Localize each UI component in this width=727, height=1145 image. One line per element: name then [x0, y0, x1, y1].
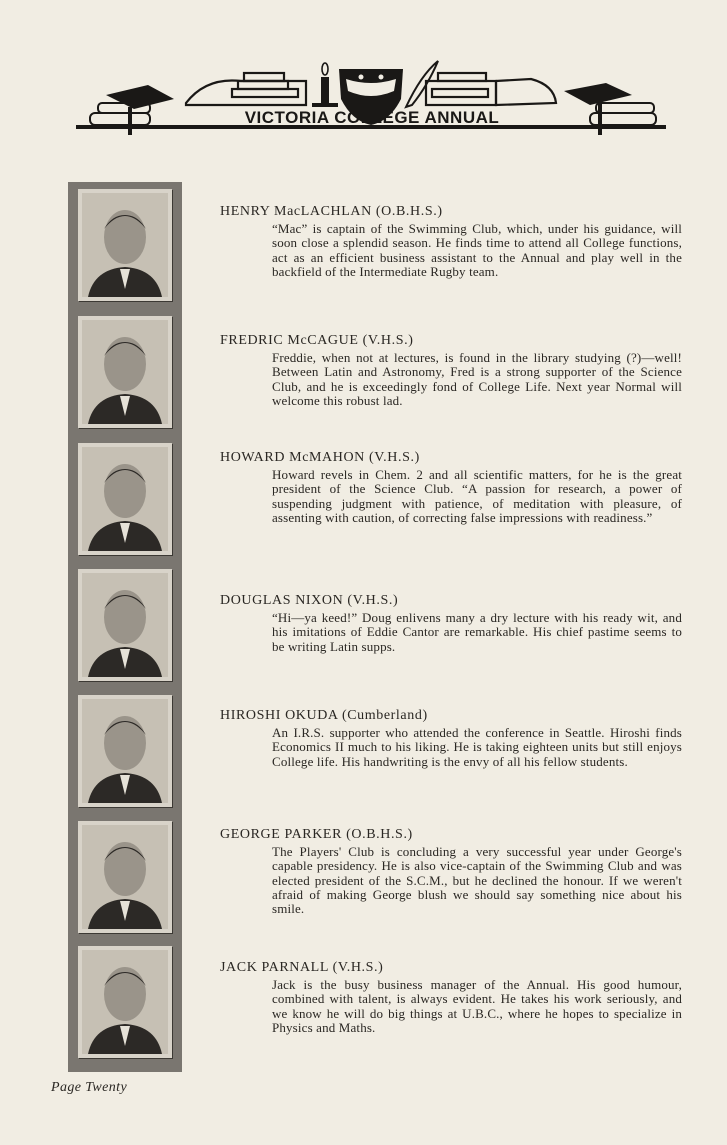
student-name-line — [220, 333, 682, 349]
student-name: HENRY MacLACHLAN — [220, 204, 372, 219]
student-name-line — [220, 204, 682, 220]
student-name: HOWARD McMAHON — [220, 450, 365, 465]
student-description: “Hi—ya keed!” Doug enlivens many a dry lecture with his ready wit, and his imitations of Eddie Cantor are remarkable. His chief pastime seems to be writing Latin supps. — [272, 610, 682, 654]
student-school: (V.H.S.) — [369, 450, 420, 465]
student-portrait — [78, 316, 172, 428]
student-entry — [220, 450, 682, 525]
portrait-strip — [68, 182, 182, 1072]
student-description: Freddie, when not at lectures, is found in the library studying (?)—well! Between Latin and Astronomy, Fred is a strong supporter of the Science Club, and he is exceedingly fond of College Life. Next year Normal will welcome this robust lad. — [272, 350, 682, 408]
student-entry — [220, 204, 682, 279]
student-portrait — [78, 946, 172, 1058]
student-portrait — [78, 821, 172, 933]
student-name: DOUGLAS NIXON — [220, 593, 344, 608]
annual-title: VICTORIA COLLEGE ANNUAL — [244, 108, 500, 127]
student-school: (V.H.S.) — [332, 960, 384, 975]
student-portrait — [78, 569, 172, 681]
student-description: “Mac” is captain of the Swimming Club, which, under his guidance, will soon close a splendid season. He finds time to attend all College functions, act as an efficient business assistant to the Annual and play well in the backfield of the Intermediate Rugby team. — [272, 221, 682, 279]
student-portrait — [78, 695, 172, 807]
quill-icon — [406, 61, 438, 107]
student-name: HIROSHI OKUDA — [220, 708, 338, 723]
candle-icon — [312, 63, 338, 107]
student-name-line — [220, 708, 682, 724]
student-name-line — [220, 960, 682, 976]
student-description: Howard revels in Chem. 2 and all scientific matters, for he is the great president of the Science Club. “A passion for research, a power of suspending judgment with patience, of meditation with pleasure, of assenting with caution, of correcting false impressions with readiness.” — [272, 467, 682, 525]
student-name: FREDRIC McCAGUE — [220, 333, 359, 348]
student-name-line — [220, 450, 682, 466]
page-number: Page Twenty — [51, 1080, 128, 1095]
student-school: (Cumberland) — [341, 708, 428, 723]
student-school: (O.B.H.S.) — [375, 204, 443, 219]
student-name: GEORGE PARKER — [220, 827, 343, 842]
student-name-line — [220, 827, 682, 843]
student-description: An I.R.S. supporter who attended the conference in Seattle. Hiroshi finds Economics II much to his liking. He is taking eighteen units but still enjoys College life. His handwriting is the envy of all his fellow students. — [272, 725, 682, 769]
student-entry — [220, 333, 682, 408]
student-name-line — [220, 593, 682, 609]
student-entry — [220, 708, 682, 769]
student-school: (O.B.H.S.) — [346, 827, 413, 842]
student-entry — [220, 827, 682, 916]
student-school: (V.H.S.) — [347, 593, 399, 608]
student-name: JACK PARNALL — [220, 960, 329, 975]
student-portrait — [78, 189, 172, 301]
student-description: Jack is the busy business manager of the Annual. His good humour, combined with talent, is always evident. He takes his work seriously, and we know he will do big things at U.B.C., where he hopes to specialize in Physics and Maths. — [272, 977, 682, 1035]
student-school: (V.H.S.) — [362, 333, 414, 348]
student-description: The Players' Club is concluding a very successful year under George's capable presidency. He is also vice-captain of the Swimming Club and was elected president of the S.C.M., but he declined the honour. If we weren't afraid of making George blush we should say something nice about his smile. — [272, 844, 682, 917]
student-entry — [220, 960, 682, 1035]
annual-header-banner — [76, 55, 666, 135]
student-portrait — [78, 443, 172, 555]
student-entry — [220, 593, 682, 654]
